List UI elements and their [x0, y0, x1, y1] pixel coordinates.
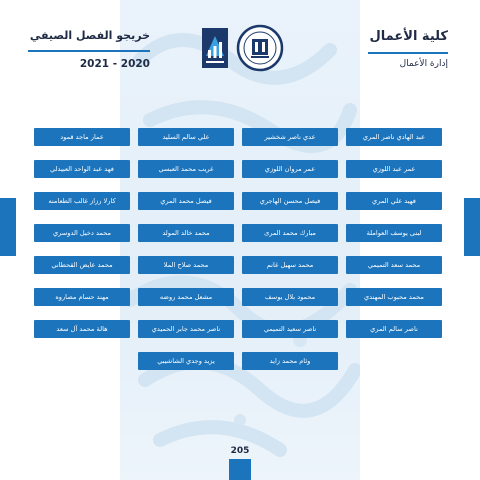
- graduate-name-cell: مبارك محمد المرى: [242, 224, 338, 242]
- left-side-tab: [0, 198, 16, 256]
- graduate-name-cell: مهند حسام مصاروه: [34, 288, 130, 306]
- graduate-name-cell: علي سالم السليد: [138, 128, 234, 146]
- graduate-name-cell: لبنى يوسف العواملة: [346, 224, 442, 242]
- graduate-name-cell: محمود بلال يوسف: [242, 288, 338, 306]
- college-header: [328, 28, 448, 69]
- graduate-name-cell: ناصر محمد جابر الحميدي: [138, 320, 234, 338]
- college-rule: [368, 52, 448, 54]
- graduate-name-cell: عمر مروان اللوزي: [242, 160, 338, 178]
- graduates-title: خريجو الفصل الصيفي: [29, 29, 150, 42]
- graduate-name-cell: محمد سهيل غانم: [242, 256, 338, 274]
- graduate-name-cell: هالة محمد آل سعد: [34, 320, 130, 338]
- graduate-name-cell: فيصل محمد المري: [138, 192, 234, 210]
- graduate-name-cell: ناصر سالم المري: [346, 320, 442, 338]
- department-name: إدارة الأعمال: [399, 59, 448, 69]
- graduate-name-cell: فهد عبد الواحد العبيدلي: [34, 160, 130, 178]
- graduate-name-cell: فهيد علي المري: [346, 192, 442, 210]
- graduate-name-cell: محمد خالد المولد: [138, 224, 234, 242]
- graduate-name-cell: محمد صلاح الملا: [138, 256, 234, 274]
- college-name: كلية الأعمال: [369, 29, 448, 44]
- college-logo-icon: [200, 26, 230, 70]
- right-side-tab: [464, 198, 480, 256]
- graduate-name-cell: مشعل محمد روضه: [138, 288, 234, 306]
- graduate-name-cell: محمد دخيل الدوسري: [34, 224, 130, 242]
- graduate-name-cell: عبد الهادي ناصر المري: [346, 128, 442, 146]
- page-number: 205: [230, 446, 250, 456]
- graduates-name-grid: [38, 128, 442, 370]
- graduate-name-cell: غريب محمد العبسي: [138, 160, 234, 178]
- university-logos: [200, 24, 282, 74]
- graduates-rule: [28, 50, 150, 52]
- empty-cell: [346, 352, 442, 370]
- graduate-name-cell: محمد محبوب المهندي: [346, 288, 442, 306]
- graduate-name-cell: محمد عايض القحطاني: [34, 256, 130, 274]
- graduate-name-cell: عمار ماجد قمود: [34, 128, 130, 146]
- graduate-name-cell: عدي ناصر شخشير: [242, 128, 338, 146]
- graduate-name-cell: يزيد وجدي الشاشيبي: [138, 352, 234, 370]
- graduate-name-cell: محمد سعد التميمي: [346, 256, 442, 274]
- graduates-header: [28, 28, 150, 70]
- graduate-name-cell: ناصر سعيد التميمي: [242, 320, 338, 338]
- university-seal-icon: [236, 24, 284, 72]
- empty-cell: [34, 352, 130, 370]
- graduate-name-cell: فيصل محسن الهاجري: [242, 192, 338, 210]
- page-number-bar: [229, 459, 251, 480]
- graduate-name-cell: عمر عبد اللوزي: [346, 160, 442, 178]
- graduate-name-cell: وئام محمد زايد: [242, 352, 338, 370]
- graduate-name-cell: كارلا رزاز غالب الطعامنه: [34, 192, 130, 210]
- graduation-years: 2021 - 2020: [79, 58, 150, 70]
